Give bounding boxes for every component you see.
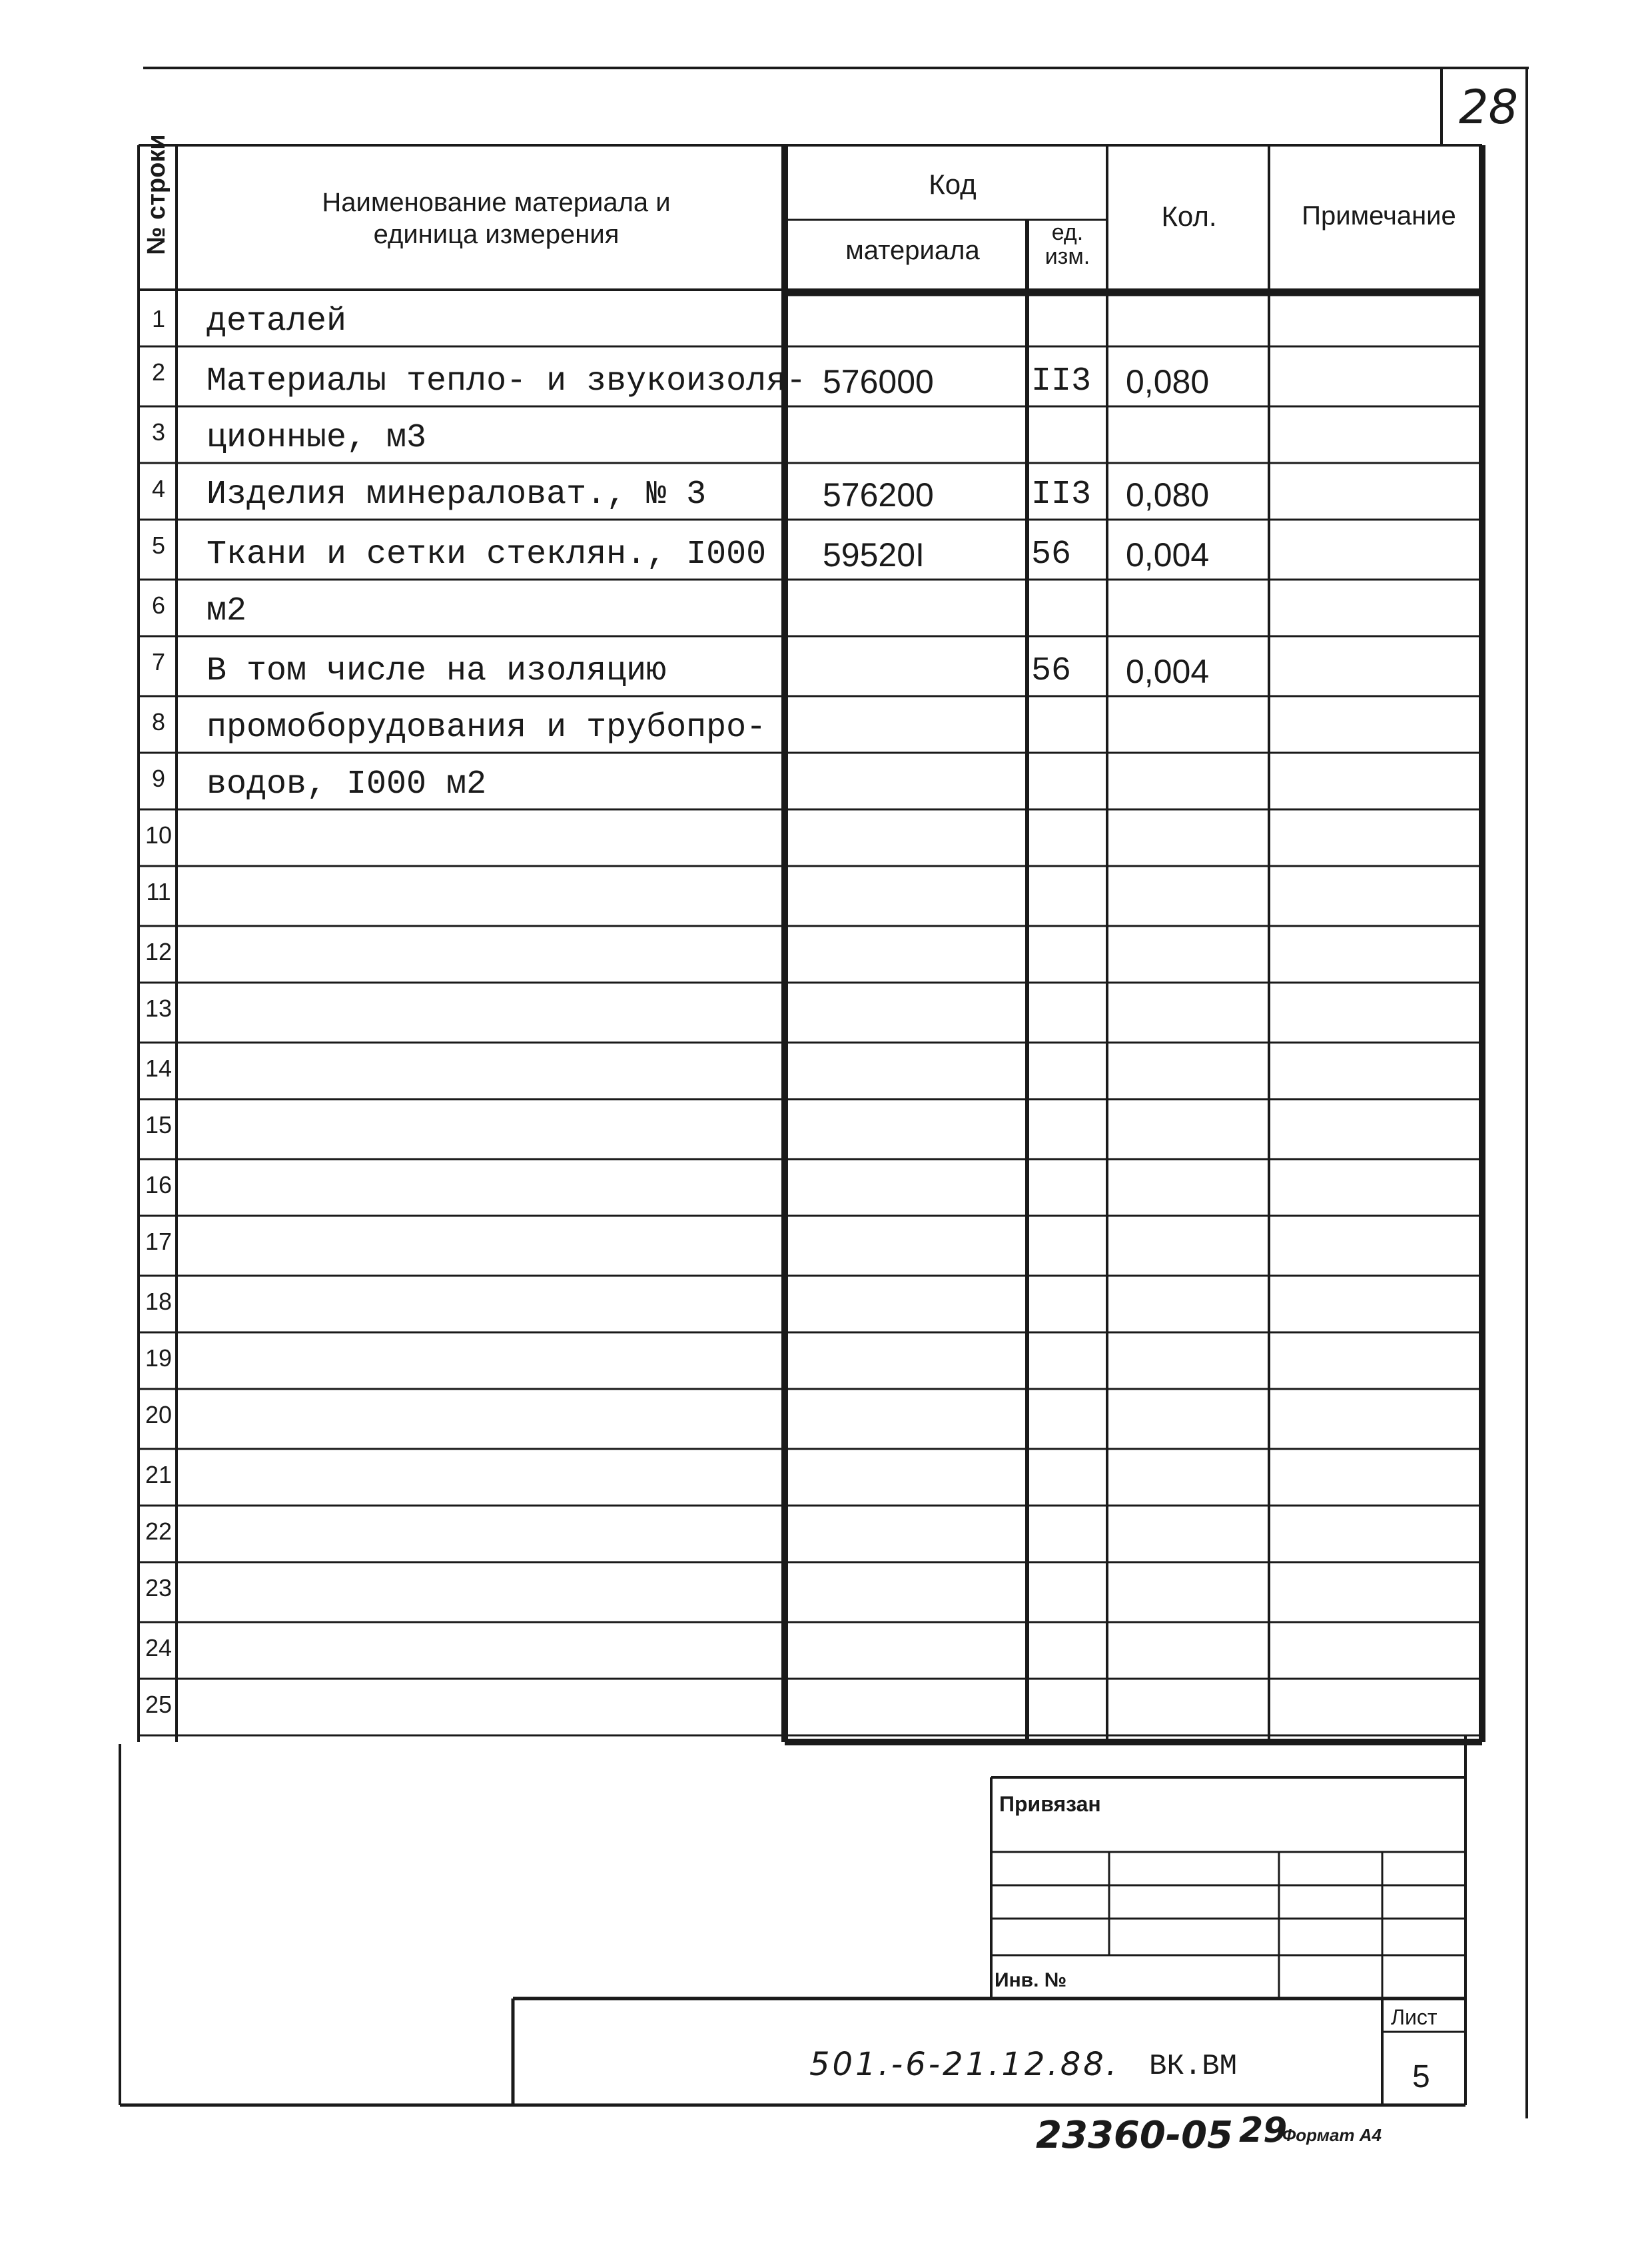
inventory-number-label: Инв. № bbox=[995, 1969, 1067, 1991]
row-number: 7 bbox=[151, 648, 166, 675]
material-name: промоборудования и трубопро- bbox=[206, 709, 767, 747]
row-number: 20 bbox=[145, 1401, 173, 1428]
row-number: 1 bbox=[151, 305, 166, 332]
document-code: 501.-6-21.12.88. bbox=[809, 2046, 1120, 2083]
row-number: 24 bbox=[145, 1634, 173, 1661]
row-number: 18 bbox=[145, 1288, 173, 1315]
format-label: Формат А4 bbox=[1282, 2125, 1382, 2145]
header-note: Примечание bbox=[1302, 201, 1456, 230]
document-mark: ВК.ВМ bbox=[1149, 2050, 1238, 2083]
quantity: 0,004 bbox=[1126, 653, 1210, 690]
row-number: 22 bbox=[145, 1518, 173, 1545]
row-number: 6 bbox=[151, 592, 166, 619]
sheet-label: Лист bbox=[1391, 2005, 1438, 2029]
binding-label: Привязан bbox=[999, 1792, 1101, 1816]
header-qty: Кол. bbox=[1161, 201, 1217, 232]
unit-code: 56 bbox=[1031, 536, 1072, 574]
material-name: В том числе на изоляцию bbox=[206, 652, 667, 690]
material-name: Изделия минераловат., № 3 bbox=[206, 476, 707, 514]
unit-code: II3 bbox=[1031, 362, 1092, 400]
material-name: водов, I000 м2 bbox=[206, 765, 487, 803]
row-number: 15 bbox=[145, 1111, 173, 1138]
unit-code: 56 bbox=[1031, 652, 1072, 690]
material-name: Ткани и сетки стеклян., I000 bbox=[206, 536, 767, 574]
quantity: 0,004 bbox=[1126, 536, 1210, 574]
header-unit: ед. изм. bbox=[1044, 220, 1090, 269]
row-number: 9 bbox=[151, 765, 166, 792]
row-number: 11 bbox=[146, 878, 171, 905]
material-code: 576000 bbox=[823, 363, 934, 400]
unit-code: II3 bbox=[1031, 476, 1092, 514]
material-name: ционные, м3 bbox=[206, 419, 427, 457]
row-number: 3 bbox=[151, 418, 166, 446]
row-number: 21 bbox=[145, 1461, 173, 1488]
header-row-no: № строки bbox=[143, 134, 171, 255]
archive-number: 23360-05 bbox=[1036, 2114, 1233, 2157]
row-number: 17 bbox=[145, 1228, 173, 1255]
row-number: 14 bbox=[145, 1055, 173, 1082]
material-code: 59520I bbox=[823, 536, 925, 574]
quantity: 0,080 bbox=[1126, 363, 1210, 400]
copy-number: 29 bbox=[1239, 2110, 1288, 2150]
row-number: 10 bbox=[145, 821, 173, 849]
material-name: м2 bbox=[206, 592, 247, 630]
row-number: 25 bbox=[145, 1691, 173, 1718]
row-number: 16 bbox=[145, 1171, 173, 1198]
row-number: 13 bbox=[145, 995, 173, 1022]
row-number: 12 bbox=[145, 938, 173, 965]
material-name: Материалы тепло- и звукоизоля- bbox=[206, 362, 807, 400]
sheet-number: 5 bbox=[1412, 2059, 1430, 2094]
row-number: 23 bbox=[145, 1574, 173, 1601]
row-number: 8 bbox=[151, 708, 166, 735]
header-material-code: материала bbox=[845, 236, 980, 265]
page-number: 28 bbox=[1459, 80, 1519, 135]
row-number: 2 bbox=[151, 358, 166, 386]
material-code: 576200 bbox=[823, 476, 934, 514]
header-code-group: Код bbox=[929, 169, 977, 200]
material-name: деталей bbox=[206, 302, 347, 340]
row-number: 19 bbox=[145, 1344, 173, 1372]
quantity: 0,080 bbox=[1126, 476, 1210, 514]
row-number: 4 bbox=[151, 475, 166, 502]
row-number: 5 bbox=[151, 532, 166, 559]
header-material-name: Наименование материала и единица измерения bbox=[322, 188, 671, 249]
